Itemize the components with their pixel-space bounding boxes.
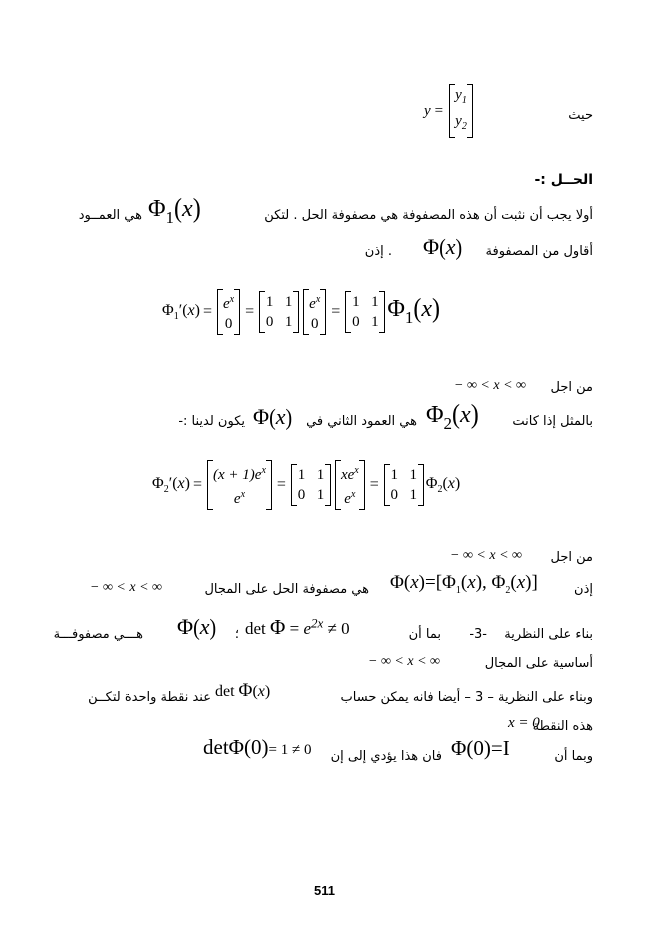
range-2: − ∞ < x < ∞ bbox=[450, 548, 523, 563]
para6-text-b: عند نقطة واحدة لتكــن bbox=[88, 690, 211, 705]
phi-of-x-2: Φ(x) bbox=[253, 404, 293, 431]
phi-of-x-1: Φ(x) bbox=[423, 234, 463, 261]
matrix-xex-ex: $xe^x$ $e^x$ bbox=[335, 460, 365, 510]
matrix-ex-0: $e^x$ 0 bbox=[217, 289, 240, 335]
y-symbol: y bbox=[424, 102, 431, 119]
solution-heading: الحــل :- bbox=[534, 172, 593, 188]
phi2-prime-lhs: $\Phi_2'(x)$ bbox=[152, 474, 190, 496]
y-vector-equation bbox=[424, 84, 475, 138]
det-phi-equation: $\det \Phi = e^{2x} \ne 0$ bbox=[245, 615, 350, 639]
para8-text-b: فان هذا يؤدي إلى إن bbox=[330, 749, 442, 764]
phi1-of-x-rhs: Φ1(x) bbox=[387, 293, 441, 327]
range-label-1: من اجل bbox=[550, 380, 593, 395]
det-phi-zero: detΦ(0)= 1 ≠ 0 bbox=[203, 735, 312, 759]
para2-text-a: بالمثل إذا كانت bbox=[512, 414, 593, 429]
matrix-1101-c: 1 1 0 1 bbox=[291, 464, 331, 506]
equals-sign: = bbox=[434, 102, 444, 119]
range-4: − ∞ < x < ∞ bbox=[368, 654, 441, 669]
para1-line1-text-b: هي العمــود bbox=[78, 208, 142, 223]
det-phi-of-x: det Φ(x) bbox=[215, 680, 271, 701]
matrix-1101-a: 1 1 0 1 bbox=[259, 291, 299, 333]
range-3: − ∞ < x < ∞ bbox=[90, 580, 163, 595]
matrix-ex-0-b: $e^x$ 0 bbox=[303, 289, 326, 335]
para2-text-c: يكون لدينا :- bbox=[178, 414, 245, 429]
para4-text-a: بناء على النظرية bbox=[504, 627, 593, 642]
phi-zero-identity: Φ(0)=I bbox=[451, 736, 510, 760]
phi-of-x-3: Φ(x) bbox=[177, 614, 217, 641]
phi2-of-x-rhs: $\Phi_2(x)$ bbox=[425, 474, 461, 496]
para2-text-b: هي العمود الثاني في bbox=[306, 414, 417, 429]
para3-mid: هي مصفوفة الحل على المجال bbox=[204, 582, 369, 597]
phi1-prime-equation: $\Phi_1'(x)$ = $e^x$ 0 = 1 1 0 1 $e^x$ 0 = 1 1 0 1 Φ1(x) bbox=[162, 289, 440, 335]
para3-idhan: إذن bbox=[574, 582, 593, 597]
para6-text-a: وبناء على النظرية – 3 – أيضا فانه يمكن حساب bbox=[340, 690, 593, 705]
para8-text-a: وبما أن bbox=[554, 749, 593, 764]
range-label-2: من اجل bbox=[550, 550, 593, 565]
phi2-prime-equation: $\Phi_2'(x)$ = $(x + 1)e^x$ $e^x$ = 1 1 0 1 $xe^x$ $e^x$ = 1 1 0 1 $\Phi_2(x)$ bbox=[152, 460, 460, 510]
matrix-1101-d: 1 1 0 1 bbox=[384, 464, 424, 506]
phi1-of-x: Φ1(x) bbox=[148, 193, 201, 227]
where-word: حيث bbox=[568, 108, 593, 123]
para1-line2-text-b: . إذن bbox=[364, 244, 392, 259]
range-1: − ∞ < x < ∞ bbox=[454, 378, 527, 393]
phi1-prime-lhs: $\Phi_1'(x)$ bbox=[162, 301, 200, 323]
y-column-matrix bbox=[449, 84, 473, 138]
y2-entry: $y_2$ bbox=[455, 113, 467, 132]
para1-line2-text-a: أقاول من المصفوفة bbox=[485, 244, 593, 259]
y1-entry: $y_1$ bbox=[455, 87, 467, 106]
matrix-1101-b: 1 1 0 1 bbox=[345, 291, 385, 333]
para4-text-d: هـــي مصفوفـــة bbox=[53, 627, 143, 642]
phi-matrix-definition: $\Phi(x)=[\Phi_1(x)$, $\Phi_2(x)$] bbox=[390, 572, 538, 596]
para4-sep: ؛ bbox=[234, 627, 239, 642]
para1-line1-text-a: أولا يجب أن نثبت أن هذه المصفوفة هي مصفوفة الحل . لتكن bbox=[264, 208, 593, 223]
para4-text-c: بما أن bbox=[408, 627, 441, 642]
para4-text-b: -3- bbox=[469, 627, 487, 642]
para5-text-a: أساسية على المجال bbox=[484, 656, 593, 671]
phi2-of-x: Φ2(x) bbox=[426, 399, 479, 433]
page-number: 511 bbox=[314, 883, 335, 898]
x-equals-zero: x = 0 bbox=[508, 715, 540, 731]
para7-text-a: هذه النقطة bbox=[532, 719, 593, 734]
matrix-x1ex-ex: $(x + 1)e^x$ $e^x$ bbox=[207, 460, 272, 510]
